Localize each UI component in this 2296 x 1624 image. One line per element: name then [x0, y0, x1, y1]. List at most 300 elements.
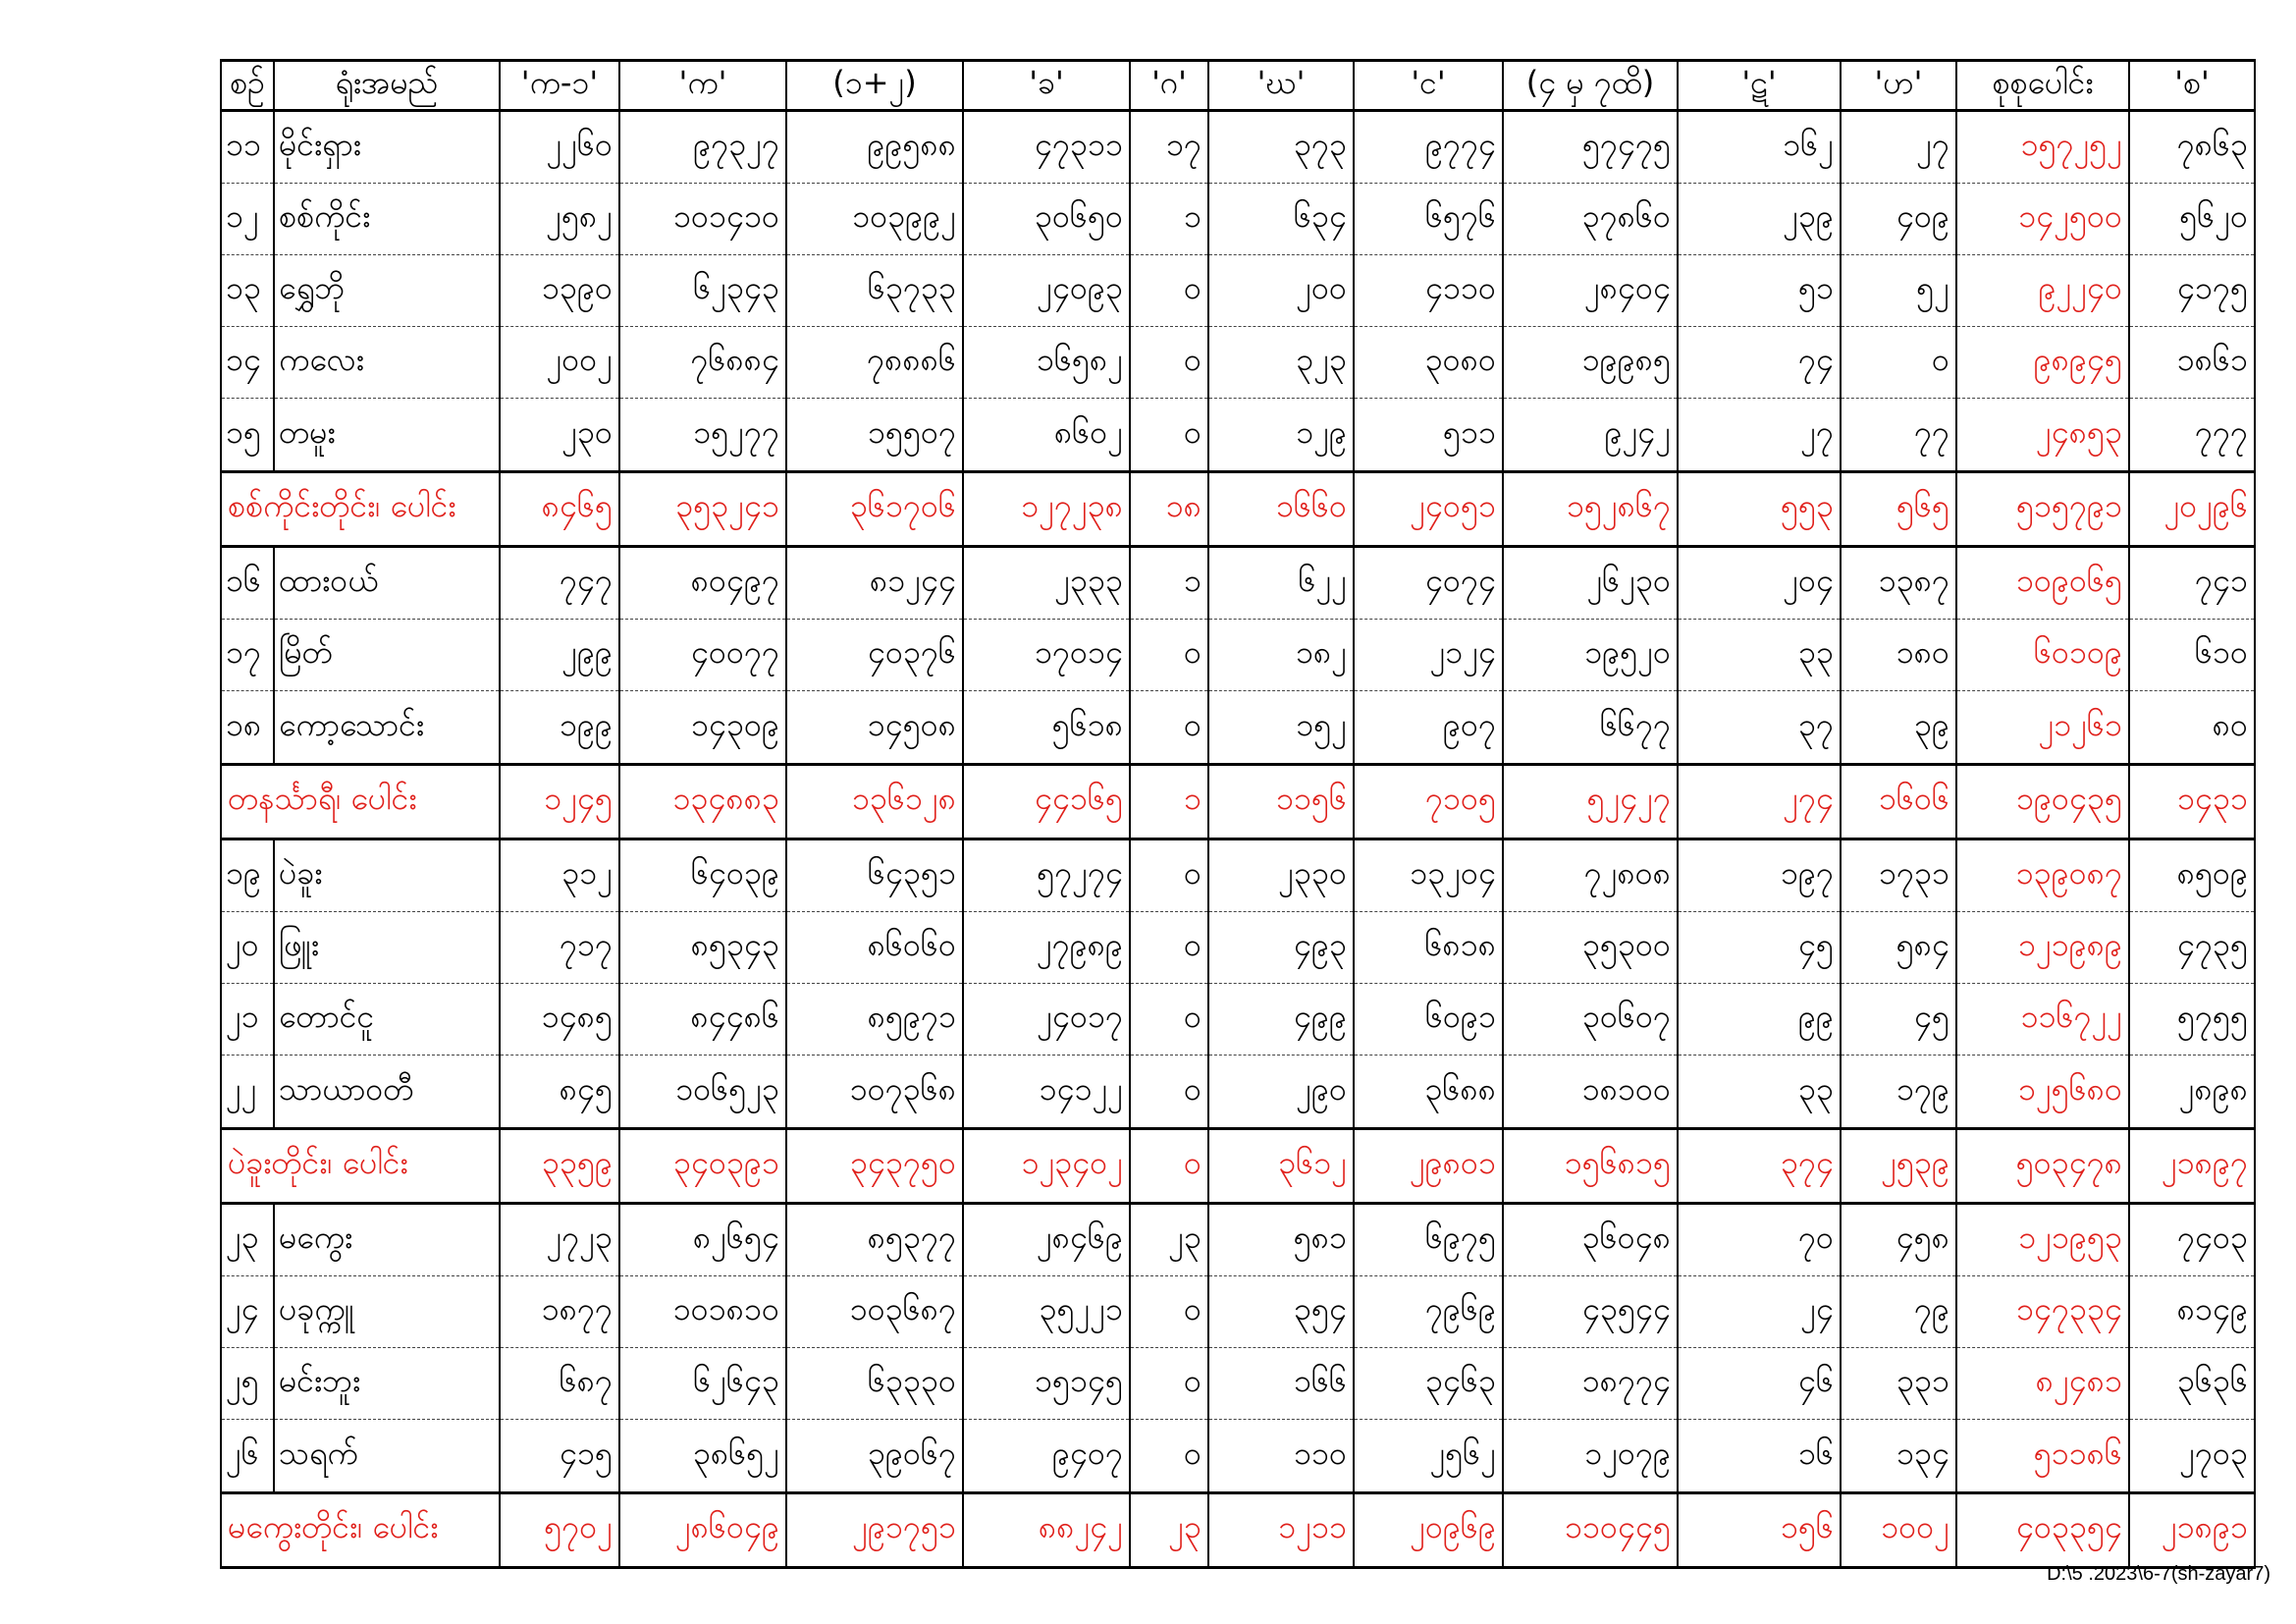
value-cell: ၃၇၈၆၀	[1503, 184, 1678, 255]
value-cell: ၀	[1130, 255, 1208, 327]
value-cell: ၂၇	[1841, 111, 1956, 184]
value-cell: ၇၈၆၃	[2129, 111, 2255, 184]
value-cell: ၅၆၁၈	[963, 691, 1130, 764]
row-number: ၁၈	[221, 691, 274, 764]
subtotal-cell: ၅၇၀၂	[500, 1492, 619, 1567]
value-cell: ၁၀၇၃၆၈	[786, 1056, 963, 1128]
value-cell: ၆၂၂	[1208, 546, 1354, 619]
office-name: ပဲခူး	[274, 839, 500, 911]
total-cell: ၁၃၉၀၈၇	[1956, 839, 2129, 911]
subtotal-cell: ၇၁၀၅	[1354, 764, 1503, 839]
value-cell: ၅၁	[1678, 255, 1841, 327]
subtotal-cell: ၃၆၁၇၀၆	[786, 471, 963, 546]
subtotal-cell: ၅၁၅၇၉၁	[1956, 471, 2129, 546]
subtotal-cell: ၃၄၃၇၅၀	[786, 1128, 963, 1203]
value-cell: ၆၄၃၅၁	[786, 839, 963, 911]
subtotal-cell: ၁၅၆	[1678, 1492, 1841, 1567]
column-header: 'ဂ'	[1130, 61, 1208, 111]
value-cell: ၀	[1130, 691, 1208, 764]
table-body	[221, 111, 2255, 1568]
value-cell: ၁၄၃၀၉	[619, 691, 786, 764]
value-cell: ၂၀၀	[1208, 255, 1354, 327]
table-row	[221, 1348, 2255, 1420]
value-cell: ၂၇၉၈၉	[963, 912, 1130, 984]
value-cell: ၀	[1130, 912, 1208, 984]
table-row	[221, 399, 2255, 471]
value-cell: ၄၉၉	[1208, 984, 1354, 1056]
value-cell: ၄၀၉	[1841, 184, 1956, 255]
subtotal-cell: ၃၅၃၂၄၁	[619, 471, 786, 546]
value-cell: ၁၃၈၇	[1841, 546, 1956, 619]
value-cell: ၆၈၁၈	[1354, 912, 1503, 984]
value-cell: ၀	[1130, 1056, 1208, 1128]
total-cell: ၁၄၇၃၃၄	[1956, 1276, 2129, 1348]
value-cell: ၀	[1841, 327, 1956, 399]
value-cell: ၉၇၃၂၇	[619, 111, 786, 184]
subtotal-row	[221, 471, 2255, 546]
value-cell: ၄၀၃၇၆	[786, 620, 963, 691]
value-cell: ၈၀၄၉၇	[619, 546, 786, 619]
total-cell: ၁၁၆၇၂၂	[1956, 984, 2129, 1056]
column-header: 'ဃ'	[1208, 61, 1354, 111]
table-row	[221, 984, 2255, 1056]
file-path-footer: D:\5 .2023\6-7(sh-zayar7)	[2047, 1563, 2270, 1585]
total-cell: ၅၁၁၈၆	[1956, 1420, 2129, 1492]
total-cell: ၂၄၈၅၃	[1956, 399, 2129, 471]
value-cell: ၈၅၀၉	[2129, 839, 2255, 911]
value-cell: ၃၉	[1841, 691, 1956, 764]
subtotal-cell: ၂၈၆၀၄၉	[619, 1492, 786, 1567]
table-row	[221, 255, 2255, 327]
value-cell: ၈၅၃၄၃	[619, 912, 786, 984]
subtotal-cell: ၅၂၄၂၇	[1503, 764, 1678, 839]
subtotal-cell: ၃၄၀၃၉၁	[619, 1128, 786, 1203]
office-name: ပခုက္ကူ	[274, 1276, 500, 1348]
subtotal-cell: ၃၇၄	[1678, 1128, 1841, 1203]
value-cell: ၅၈၁	[1208, 1203, 1354, 1275]
column-header: 'ဋ'	[1678, 61, 1841, 111]
subtotal-cell: ၃၃၅၉	[500, 1128, 619, 1203]
subtotal-cell: ၁၈	[1130, 471, 1208, 546]
row-number: ၂၅	[221, 1348, 274, 1420]
subtotal-label: တနင်္သာရီ၊ ပေါင်း	[221, 764, 500, 839]
value-cell: ၁၆၅၈၂	[963, 327, 1130, 399]
value-cell: ၃၈၆၅၂	[619, 1420, 786, 1492]
value-cell: ၂၇၀၃	[2129, 1420, 2255, 1492]
value-cell: ၁၈၇၇	[500, 1276, 619, 1348]
value-cell: ၁၀၁၄၁၀	[619, 184, 786, 255]
value-cell: ၈၁၂၄၄	[786, 546, 963, 619]
value-cell: ၄၆	[1678, 1348, 1841, 1420]
total-cell: ၁၄၂၅၀၀	[1956, 184, 2129, 255]
value-cell: ၇၉၆၉	[1354, 1276, 1503, 1348]
office-name: မကွေး	[274, 1203, 500, 1275]
column-header: 'င'	[1354, 61, 1503, 111]
subtotal-row	[221, 1492, 2255, 1567]
office-name: သရက်	[274, 1420, 500, 1492]
value-cell: ၄၀၇၄	[1354, 546, 1503, 619]
row-number: ၁၃	[221, 255, 274, 327]
value-cell: ၁၀၁၈၁၀	[619, 1276, 786, 1348]
value-cell: ၁၈၁၀၀	[1503, 1056, 1678, 1128]
value-cell: ၁၄၁၂၂	[963, 1056, 1130, 1128]
row-number: ၁၅	[221, 399, 274, 471]
value-cell: ၃၅၃၀၀	[1503, 912, 1678, 984]
value-cell: ၉၉၅၈၈	[786, 111, 963, 184]
value-cell: ၈၀	[2129, 691, 2255, 764]
value-cell: ၃၉၀၆၇	[786, 1420, 963, 1492]
census-table	[220, 59, 2256, 1569]
value-cell: ၁၆၂	[1678, 111, 1841, 184]
table-row	[221, 184, 2255, 255]
value-cell: ၁၈၂	[1208, 620, 1354, 691]
office-name: ကော့သောင်း	[274, 691, 500, 764]
value-cell: ၁၈၇၇၄	[1503, 1348, 1678, 1420]
value-cell: ၂၉၉	[500, 620, 619, 691]
total-cell: ၉၈၉၄၅	[1956, 327, 2129, 399]
table-row	[221, 1420, 2255, 1492]
value-cell: ၇၈၈၈၆	[786, 327, 963, 399]
value-cell: ၀	[1130, 1348, 1208, 1420]
subtotal-cell: ၁၆၀၆	[1841, 764, 1956, 839]
subtotal-cell: ၀	[1130, 1128, 1208, 1203]
value-cell: ၂၂၆၀	[500, 111, 619, 184]
value-cell: ၇၉	[1841, 1276, 1956, 1348]
value-cell: ၂၁၂၄	[1354, 620, 1503, 691]
subtotal-cell: ၂၇၄	[1678, 764, 1841, 839]
column-header: 'စ'	[2129, 61, 2255, 111]
subtotal-cell: ၁၀၀၂	[1841, 1492, 1956, 1567]
subtotal-cell: ၁၁၀၄၄၅	[1503, 1492, 1678, 1567]
value-cell: ၂၄	[1678, 1276, 1841, 1348]
subtotal-cell: ၂၀၂၉၆	[2129, 471, 2255, 546]
subtotal-cell: ၁၆၆၀	[1208, 471, 1354, 546]
value-cell: ၆၆၇၇	[1503, 691, 1678, 764]
subtotal-cell: ၂၄၀၅၁	[1354, 471, 1503, 546]
office-name: မိုင်းရှား	[274, 111, 500, 184]
column-header: (၄ မှ ၇ထိ)	[1503, 61, 1678, 111]
value-cell: ၃၆၀၄၈	[1503, 1203, 1678, 1275]
value-cell: ၆၀၉၁	[1354, 984, 1503, 1056]
value-cell: ၀	[1130, 1420, 1208, 1492]
value-cell: ၃၃၁	[1841, 1348, 1956, 1420]
value-cell: ၇၄	[1678, 327, 1841, 399]
value-cell: ၆၉၇၅	[1354, 1203, 1503, 1275]
value-cell: ၁၈၀	[1841, 620, 1956, 691]
value-cell: ၇၀	[1678, 1203, 1841, 1275]
value-cell: ၁၂၉	[1208, 399, 1354, 471]
subtotal-cell: ၅၆၅	[1841, 471, 1956, 546]
value-cell: ၆၄၀၃၉	[619, 839, 786, 911]
office-name: တောင်ငူ	[274, 984, 500, 1056]
value-cell: ၂၇၂၃	[500, 1203, 619, 1275]
value-cell: ၁၅၂၇၇	[619, 399, 786, 471]
office-name: ဖြူး	[274, 912, 500, 984]
office-name: ကလေး	[274, 327, 500, 399]
subtotal-cell: ၂၉၁၇၅၁	[786, 1492, 963, 1567]
value-cell: ၈၆၀၆၀	[786, 912, 963, 984]
subtotal-cell: ၂၀၉၆၉	[1354, 1492, 1503, 1567]
row-number: ၁၇	[221, 620, 274, 691]
subtotal-cell: ၈၄၆၅	[500, 471, 619, 546]
value-cell: ၂၅၈၂	[500, 184, 619, 255]
value-cell: ၁၆၆	[1208, 1348, 1354, 1420]
value-cell: ၀	[1130, 984, 1208, 1056]
subtotal-row	[221, 764, 2255, 839]
value-cell: ၃၀၆၅၀	[963, 184, 1130, 255]
value-cell: ၀	[1130, 839, 1208, 911]
subtotal-cell: ၂၃	[1130, 1492, 1208, 1567]
value-cell: ၇၄၇	[500, 546, 619, 619]
table-row	[221, 839, 2255, 911]
value-cell: ၇၆၈၈၄	[619, 327, 786, 399]
value-cell: ၁၁၀	[1208, 1420, 1354, 1492]
table-row	[221, 912, 2255, 984]
value-cell: ၂၀၀၂	[500, 327, 619, 399]
value-cell: ၃၄၆၃	[1354, 1348, 1503, 1420]
value-cell: ၁	[1130, 184, 1208, 255]
subtotal-cell: ၁၂၃၄၀၂	[963, 1128, 1130, 1203]
row-number: ၂၀	[221, 912, 274, 984]
value-cell: ၀	[1130, 1276, 1208, 1348]
value-cell: ၁၉၅၂၀	[1503, 620, 1678, 691]
value-cell: ၃၀၆၀၇	[1503, 984, 1678, 1056]
total-cell: ၆၀၁၀၉	[1956, 620, 2129, 691]
value-cell: ၃၆၈၈	[1354, 1056, 1503, 1128]
value-cell: ၄၁၇၅	[2129, 255, 2255, 327]
value-cell: ၃၆၃၆	[2129, 1348, 2255, 1420]
subtotal-label: စစ်ကိုင်းတိုင်း၊ ပေါင်း	[221, 471, 500, 546]
value-cell: ၁၇	[1130, 111, 1208, 184]
row-number: ၁၆	[221, 546, 274, 619]
column-header: 'က'	[619, 61, 786, 111]
table-row	[221, 1276, 2255, 1348]
value-cell: ၀	[1130, 399, 1208, 471]
value-cell: ၁၃၉၀	[500, 255, 619, 327]
row-number: ၁၁	[221, 111, 274, 184]
value-cell: ၈၆၀၂	[963, 399, 1130, 471]
value-cell: ၁၅၁၄၅	[963, 1348, 1130, 1420]
value-cell: ၃၅၂၂၁	[963, 1276, 1130, 1348]
value-cell: ၁	[1130, 546, 1208, 619]
value-cell: ၂၃၃၃	[963, 546, 1130, 619]
value-cell: ၆၃၄	[1208, 184, 1354, 255]
subtotal-cell: ၂၁၈၉၁	[2129, 1492, 2255, 1567]
value-cell: ၆၃၃၃၀	[786, 1348, 963, 1420]
subtotal-cell: ၁၅၂၈၆၇	[1503, 471, 1678, 546]
column-header: စဉ်	[221, 61, 274, 111]
value-cell: ၁၄၈၅	[500, 984, 619, 1056]
value-cell: ၂၄၀၁၇	[963, 984, 1130, 1056]
office-name: မြိတ်	[274, 620, 500, 691]
value-cell: ၀	[1130, 620, 1208, 691]
table-row	[221, 1203, 2255, 1275]
value-cell: ၂၃	[1130, 1203, 1208, 1275]
subtotal-cell: ၂၁၈၉၇	[2129, 1128, 2255, 1203]
subtotal-label: မကွေးတိုင်း၊ ပေါင်း	[221, 1492, 500, 1567]
value-cell: ၅၇၄၇၅	[1503, 111, 1678, 184]
subtotal-cell: ၁၃၄၈၈၃	[619, 764, 786, 839]
value-cell: ၄၉၃	[1208, 912, 1354, 984]
value-cell: ၆၂၃၄၃	[619, 255, 786, 327]
value-cell: ၁၉၇	[1678, 839, 1841, 911]
value-cell: ၂၅၆၂	[1354, 1420, 1503, 1492]
value-cell: ၇၄၀၃	[2129, 1203, 2255, 1275]
value-cell: ၁၅၂	[1208, 691, 1354, 764]
value-cell: ၃၁၂	[500, 839, 619, 911]
subtotal-cell: ၁၄၃၁	[2129, 764, 2255, 839]
value-cell: ၈၄၄၈၆	[619, 984, 786, 1056]
value-cell: ၃၃	[1678, 1056, 1841, 1128]
value-cell: ၂၆၂၃၀	[1503, 546, 1678, 619]
subtotal-cell: ၃၆၁၂	[1208, 1128, 1354, 1203]
value-cell: ၄၃၅၄၄	[1503, 1276, 1678, 1348]
value-cell: ၃၅၄	[1208, 1276, 1354, 1348]
value-cell: ၁၀၃၉၉၂	[786, 184, 963, 255]
value-cell: ၂၈၉၈	[2129, 1056, 2255, 1128]
value-cell: ၇၂၈၀၈	[1503, 839, 1678, 911]
table-row	[221, 691, 2255, 764]
value-cell: ၁၇၃၁	[1841, 839, 1956, 911]
value-cell: ၅၇၅၅	[2129, 984, 2255, 1056]
office-name: မင်းဘူး	[274, 1348, 500, 1420]
value-cell: ၅၇၂၇၄	[963, 839, 1130, 911]
value-cell: ၄၅	[1678, 912, 1841, 984]
column-header: (၁+၂)	[786, 61, 963, 111]
value-cell: ၄၅၈	[1841, 1203, 1956, 1275]
column-header: 'က-၁'	[500, 61, 619, 111]
subtotal-label: ပဲခူးတိုင်း၊ ပေါင်း	[221, 1128, 500, 1203]
column-header: 'ခ'	[963, 61, 1130, 111]
value-cell: ၅၁၁	[1354, 399, 1503, 471]
table-row	[221, 620, 2255, 691]
value-cell: ၃၀၈၀	[1354, 327, 1503, 399]
column-header: ရုံးအမည်	[274, 61, 500, 111]
value-cell: ၁၈၆၁	[2129, 327, 2255, 399]
row-number: ၁၂	[221, 184, 274, 255]
total-cell: ၂၁၂၆၁	[1956, 691, 2129, 764]
value-cell: ၁၃၂၀၄	[1354, 839, 1503, 911]
value-cell: ၄၁၅	[500, 1420, 619, 1492]
value-cell: ၉၀၇	[1354, 691, 1503, 764]
value-cell: ၁၆	[1678, 1420, 1841, 1492]
value-cell: ၂၃၃၀	[1208, 839, 1354, 911]
value-cell: ၁၇၉	[1841, 1056, 1956, 1128]
table-row	[221, 1056, 2255, 1128]
value-cell: ၂၃၀	[500, 399, 619, 471]
row-number: ၁၉	[221, 839, 274, 911]
row-number: ၁၄	[221, 327, 274, 399]
row-number: ၂၁	[221, 984, 274, 1056]
row-number: ၂၄	[221, 1276, 274, 1348]
column-header: စုစုပေါင်း	[1956, 61, 2129, 111]
subtotal-cell: ၁၃၆၁၂၈	[786, 764, 963, 839]
value-cell: ၂၈၄၆၉	[963, 1203, 1130, 1275]
value-cell: ၆၈၇	[500, 1348, 619, 1420]
subtotal-cell: ၁၅၆၈၁၅	[1503, 1128, 1678, 1203]
total-cell: ၉၂၂၄၀	[1956, 255, 2129, 327]
value-cell: ၆၁၀	[2129, 620, 2255, 691]
row-number: ၂၂	[221, 1056, 274, 1128]
column-header: 'ဟ'	[1841, 61, 1956, 111]
value-cell: ၁၂၀၇၉	[1503, 1420, 1678, 1492]
subtotal-cell: ၅၀၃၄၇၈	[1956, 1128, 2129, 1203]
value-cell: ၉၄၀၇	[963, 1420, 1130, 1492]
value-cell: ၈၁၄၉	[2129, 1276, 2255, 1348]
value-cell: ၃၃	[1678, 620, 1841, 691]
subtotal-cell: ၂၅၃၉	[1841, 1128, 1956, 1203]
value-cell: ၁၀၆၅၂၃	[619, 1056, 786, 1128]
value-cell: ၄၁၁၀	[1354, 255, 1503, 327]
office-name: ရွှေဘို	[274, 255, 500, 327]
value-cell: ၄၅	[1841, 984, 1956, 1056]
office-name: စစ်ကိုင်း	[274, 184, 500, 255]
value-cell: ၁၇၀၁၄	[963, 620, 1130, 691]
total-cell: ၁၂၁၉၈၉	[1956, 912, 2129, 984]
total-cell: ၈၂၄၈၁	[1956, 1348, 2129, 1420]
table-row	[221, 327, 2255, 399]
value-cell: ၈၅၃၇၇	[786, 1203, 963, 1275]
value-cell: ၇၁၇	[500, 912, 619, 984]
row-number: ၂၃	[221, 1203, 274, 1275]
subtotal-row	[221, 1128, 2255, 1203]
value-cell: ၁၅၅၀၇	[786, 399, 963, 471]
subtotal-cell: ၁၂၁၁	[1208, 1492, 1354, 1567]
total-cell: ၁၂၅၆၈၀	[1956, 1056, 2129, 1128]
office-name: တမူး	[274, 399, 500, 471]
value-cell: ၈၅၉၇၁	[786, 984, 963, 1056]
value-cell: ၃၇	[1678, 691, 1841, 764]
value-cell: ၇၄၁	[2129, 546, 2255, 619]
value-cell: ၈၂၆၅၄	[619, 1203, 786, 1275]
value-cell: ၉၂၄၂	[1503, 399, 1678, 471]
subtotal-cell: ၄၀၃၃၅၄	[1956, 1492, 2129, 1567]
value-cell: ၉၉	[1678, 984, 1841, 1056]
value-cell: ၂၃၉	[1678, 184, 1841, 255]
value-cell: ၂၄၀၉၃	[963, 255, 1130, 327]
value-cell: ၈၄၅	[500, 1056, 619, 1128]
subtotal-cell: ၁	[1130, 764, 1208, 839]
value-cell: ၂၉၀	[1208, 1056, 1354, 1128]
table-row	[221, 546, 2255, 619]
value-cell: ၁၃၄	[1841, 1420, 1956, 1492]
subtotal-cell: ၂၉၈၀၁	[1354, 1128, 1503, 1203]
subtotal-cell: ၄၄၁၆၅	[963, 764, 1130, 839]
subtotal-cell: ၁၂၇၂၃၈	[963, 471, 1130, 546]
value-cell: ၂၇	[1678, 399, 1841, 471]
value-cell: ၇၇၇	[2129, 399, 2255, 471]
value-cell: ၆၅၇၆	[1354, 184, 1503, 255]
subtotal-cell: ၈၈၂၄၂	[963, 1492, 1130, 1567]
value-cell: ၃၇၃	[1208, 111, 1354, 184]
header-row	[221, 61, 2255, 111]
value-cell: ၁၄၅၀၈	[786, 691, 963, 764]
value-cell: ၂၈၄၀၄	[1503, 255, 1678, 327]
value-cell: ၃၂၃	[1208, 327, 1354, 399]
value-cell: ၄၇၃၅	[2129, 912, 2255, 984]
value-cell: ၆၂၆၄၃	[619, 1348, 786, 1420]
value-cell: ၅၂	[1841, 255, 1956, 327]
total-cell: ၁၂၁၉၅၃	[1956, 1203, 2129, 1275]
value-cell: ၄၀၀၇၇	[619, 620, 786, 691]
row-number: ၂၆	[221, 1420, 274, 1492]
office-name: သာယာဝတီ	[274, 1056, 500, 1128]
value-cell: ၆၃၇၃၃	[786, 255, 963, 327]
table-row	[221, 111, 2255, 184]
value-cell: ၀	[1130, 327, 1208, 399]
total-cell: ၁၀၉၀၆၅	[1956, 546, 2129, 619]
value-cell: ၇၇	[1841, 399, 1956, 471]
